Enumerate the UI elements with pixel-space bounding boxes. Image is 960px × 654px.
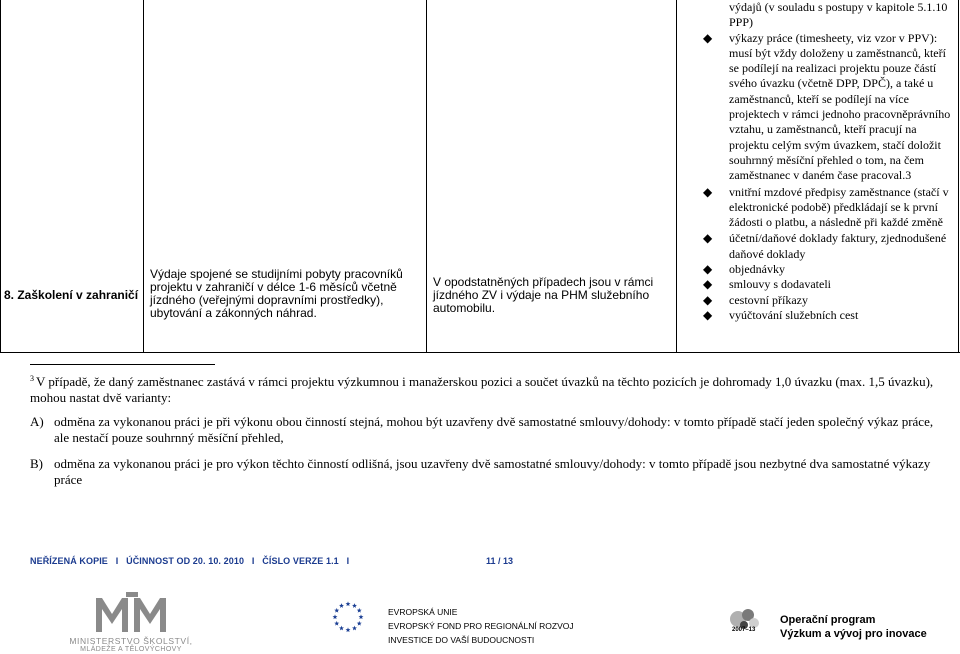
table-divider bbox=[426, 0, 427, 352]
eu-star-icon bbox=[346, 601, 351, 606]
option-label: A) bbox=[30, 414, 44, 429]
diamond-bullet-icon: ◆ bbox=[703, 231, 713, 246]
eu-caption bbox=[388, 605, 574, 647]
eu-star-icon bbox=[334, 608, 339, 613]
diamond-bullet-icon: ◆ bbox=[703, 184, 713, 199]
eu-flag-icon bbox=[320, 597, 376, 637]
list-item: ◆ objednávky bbox=[703, 262, 785, 277]
option-text: odměna za vykonanou práci je pro výkon těchto činností odlišná, jsou uzavřeny dvě samostatné smlouvy/dohody: v tomto případě jsou nezbytné dva samostatné výkazy práce bbox=[54, 456, 931, 487]
specific-conditions: V opodstatněných případech jsou v rámci jízdného ZV i výdaje na PHM služebního automobilu. bbox=[433, 275, 654, 315]
diamond-bullet-icon: ◆ bbox=[703, 30, 713, 45]
eu-star-icon bbox=[359, 614, 364, 619]
option-text: odměna za vykonanou práci je při výkonu obou činností stejná, mohou být uzavřeny dvě samostatné smlouvy/dohody: v tomto případě stačí jeden společný výkaz práce, ale nestačí pouze souhrnný měsíční přehled, bbox=[54, 414, 934, 445]
op-caption bbox=[780, 613, 927, 641]
option-label: B) bbox=[30, 456, 43, 471]
op-years: 2007–13 bbox=[732, 627, 756, 633]
page-number: 11 / 13 bbox=[486, 556, 514, 566]
table-divider bbox=[676, 0, 677, 352]
msmt-name-line1: MINISTERSTVO ŠKOLSTVÍ, bbox=[69, 636, 193, 646]
footnote bbox=[30, 371, 942, 405]
msmt-logo bbox=[66, 592, 196, 652]
eu-star-icon bbox=[346, 627, 351, 632]
diamond-bullet-icon: ◆ bbox=[703, 292, 713, 307]
table-border-right bbox=[958, 0, 959, 352]
op-line1: Operační program bbox=[780, 614, 876, 626]
op-line2: Výzkum a vývoj pro inovace bbox=[780, 628, 927, 640]
list-item: ◆ cestovní příkazy bbox=[703, 292, 808, 307]
diamond-bullet-icon: ◆ bbox=[703, 262, 713, 277]
eu-star-icon bbox=[352, 626, 357, 631]
op-vavpi-logo-icon bbox=[724, 605, 766, 641]
cost-category: 8. Zaškolení v zahraničí bbox=[4, 288, 139, 302]
eu-star-icon bbox=[333, 614, 338, 619]
footnote-option-a bbox=[30, 414, 942, 445]
diamond-bullet-icon: ◆ bbox=[703, 307, 713, 322]
msmt-emblem-icon bbox=[66, 592, 196, 636]
eu-star-icon bbox=[352, 603, 357, 608]
document-status: NEŘÍZENÁ KOPIE I ÚČINNOST OD 20. 10. 2010 I ČÍSLO VERZE 1.1 I bbox=[30, 556, 350, 566]
eu-star-icon bbox=[339, 603, 344, 608]
list-item: ◆ účetní/daňové doklady faktury, zjednodušené daňové doklady bbox=[703, 231, 947, 261]
eu-star-icon bbox=[357, 621, 362, 626]
eu-line1: EVROPSKÁ UNIE bbox=[388, 607, 458, 617]
footnote-mark: 3 bbox=[30, 374, 34, 383]
supporting-documents bbox=[680, 0, 958, 323]
eligible-costs-description: Výdaje spojené se studijními pobyty pracovníků projektu v zahraničí v délce 1-6 měsíců včetně jízdného (veřejnými dopravními prostředky), ubytování a zákonných náhrad. bbox=[150, 267, 403, 320]
table-border-bottom bbox=[0, 352, 960, 353]
footnote-option-b bbox=[30, 456, 942, 487]
list-item: ◆ smlouvy s dodavateli bbox=[703, 277, 831, 292]
documents-list bbox=[680, 31, 958, 324]
eu-star-icon bbox=[339, 626, 344, 631]
list-item: ◆ vyúčtování služebních cest bbox=[703, 307, 859, 322]
documents-continuation: výdajů (v souladu s postupy v kapitole 5.1.10 PPP) bbox=[729, 0, 948, 30]
footnote-text: V případě, že daný zaměstnanec zastává v rámci projektu výzkumnou i manažerskou pozici a součet úvazků na těchto pozicích je dohromady 1,0 úvazku (max. 1,5 úvazku), mohou nastat dvě varianty: bbox=[30, 374, 934, 405]
list-item: ◆ vnitřní mzdové předpisy zaměstnance (stačí v elektronické podobě) předkládají se k první žádosti o platbu, a následně při každé změně bbox=[703, 184, 949, 230]
eu-star-icon bbox=[334, 621, 339, 626]
footnote-separator bbox=[30, 364, 215, 365]
footnote-reference: 3 bbox=[905, 168, 912, 183]
diamond-bullet-icon: ◆ bbox=[703, 277, 713, 292]
list-item: ◆ výkazy práce (timesheety, viz vzor v PPV): musí být vždy doloženy u zaměstnanců, kteří se podílejí na realizaci projektu pouze částí svého úvazku (včetně DPP, DPČ), a také u zaměstnanců, kteří se podílejí na více projektech v rámci jednoho pracovněprávního vztahu, u zaměstnanců, kteří pracují na projektu celým svým úvazkem, stačí doložit souhrnný měsíční přehled o tom, na čem zaměstnanec v daném čase pracoval.3 bbox=[703, 30, 951, 183]
eu-line2: EVROPSKÝ FOND PRO REGIONÁLNÍ ROZVOJ bbox=[388, 621, 574, 631]
eu-star-icon bbox=[357, 608, 362, 613]
msmt-name-line2: MLÁDEŽE A TĚLOVÝCHOVY bbox=[80, 646, 182, 653]
table-border-left bbox=[0, 0, 1, 352]
eu-line3: INVESTICE DO VAŠÍ BUDOUCNOSTI bbox=[388, 635, 535, 645]
table-divider bbox=[143, 0, 144, 352]
